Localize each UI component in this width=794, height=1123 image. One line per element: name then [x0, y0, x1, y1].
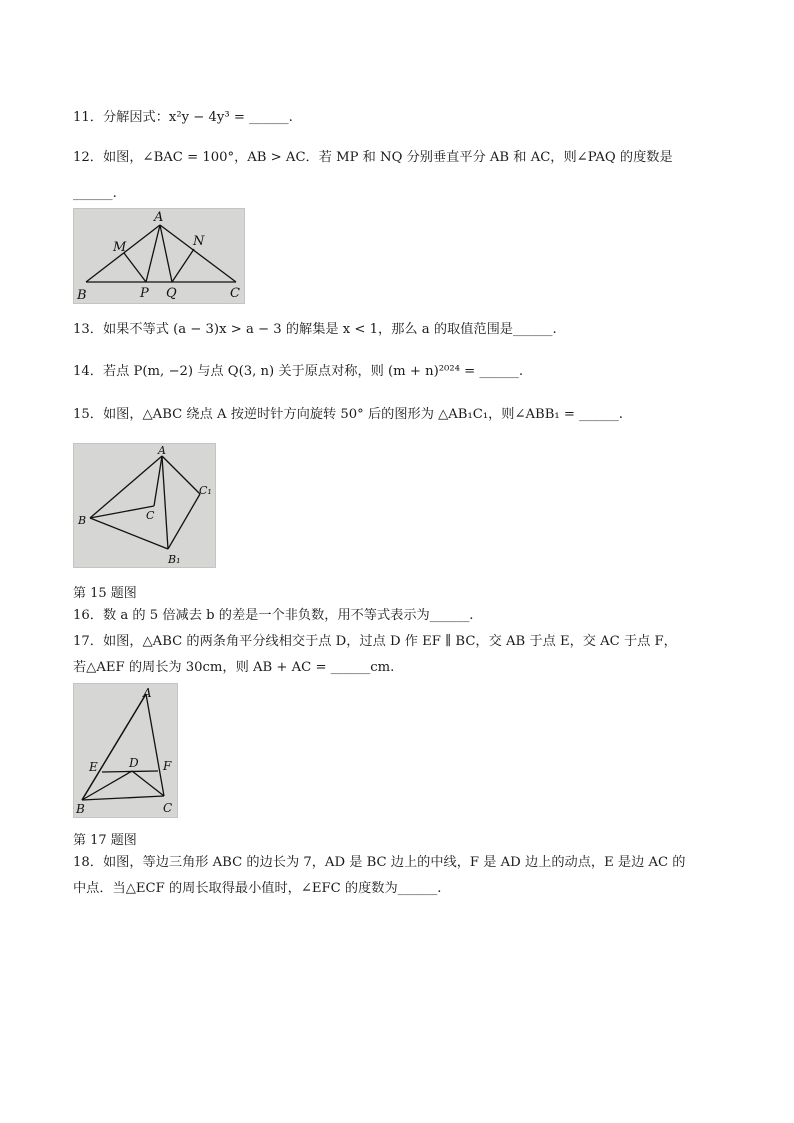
question-11: 11．分解因式：x²y − 4y³ = ______.	[73, 110, 293, 125]
label-M: M	[113, 240, 127, 255]
question-17-answer: 若△AEF 的周长为 30cm，则 AB + AC = ______cm.	[73, 660, 395, 675]
label-B1: B₁	[168, 553, 181, 566]
label-E: E	[89, 760, 98, 774]
caption-figure-15: 第 15 题图	[73, 586, 137, 601]
question-15: 15．如图，△ABC 绕点 A 按逆时针方向旋转 50° 后的图形为 △AB₁C₁，则∠ABB₁ = ______.	[73, 407, 623, 422]
question-12-answer: ______.	[73, 186, 117, 201]
label-A: A	[158, 444, 166, 457]
question-13: 13．如果不等式 (a − 3)x > a − 3 的解集是 x < 1，那么 a 的取值范围是______.	[73, 322, 557, 337]
label-A: A	[154, 210, 164, 225]
label-C: C	[146, 509, 155, 522]
label-F: F	[163, 759, 172, 773]
question-12: 12．如图，∠BAC = 100°，AB > AC．若 MP 和 NQ 分别垂直平分 AB 和 AC，则∠PAQ 的度数是	[73, 150, 673, 165]
label-N: N	[193, 234, 205, 249]
label-P: P	[140, 286, 149, 301]
figure-15	[73, 443, 216, 568]
label-C: C	[230, 286, 240, 301]
question-18: 18．如图，等边三角形 ABC 的边长为 7，AD 是 BC 边上的中线，F 是 AD 边上的动点，E 是边 AC 的	[73, 855, 686, 870]
label-A: A	[143, 686, 152, 700]
question-14: 14．若点 P(m, −2) 与点 Q(3, n) 关于原点对称，则 (m + n)²⁰²⁴ = ______.	[73, 364, 524, 379]
label-B: B	[78, 514, 87, 527]
label-B: B	[76, 802, 85, 816]
label-B: B	[77, 288, 87, 303]
question-17: 17．如图，△ABC 的两条角平分线相交于点 D，过点 D 作 EF ∥ BC，交 AB 于点 E，交 AC 于点 F，	[73, 634, 677, 649]
question-16: 16．数 a 的 5 倍减去 b 的差是一个非负数，用不等式表示为______.	[73, 608, 474, 623]
question-18-answer: 中点．当△ECF 的周长取得最小值时，∠EFC 的度数为______.	[73, 881, 442, 896]
label-C: C	[163, 801, 173, 815]
figure-17	[73, 683, 178, 818]
label-D: D	[129, 756, 139, 770]
figure-12	[73, 208, 245, 304]
label-Q: Q	[166, 286, 177, 301]
label-C1: C₁	[199, 484, 212, 497]
caption-figure-17: 第 17 题图	[73, 833, 137, 848]
